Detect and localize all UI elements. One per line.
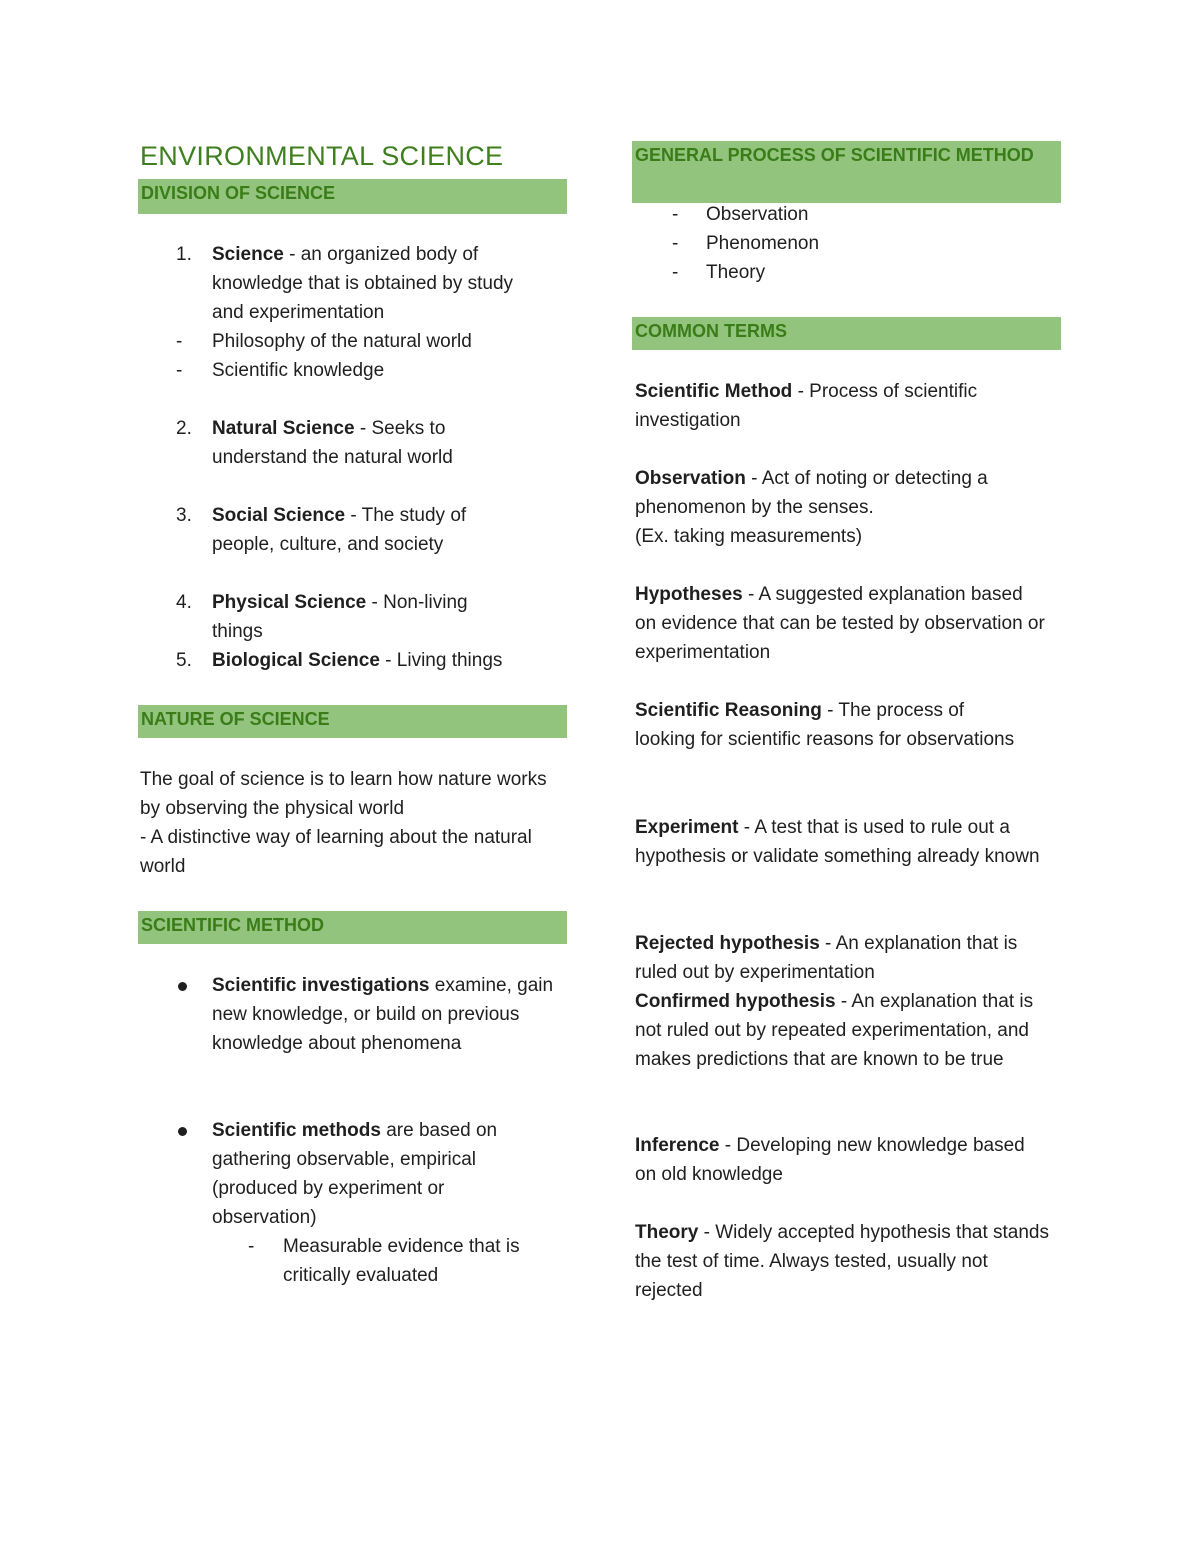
term: Hypotheses — [635, 584, 743, 605]
term: Scientific methods — [212, 1120, 381, 1141]
list-number: 5. — [176, 650, 192, 671]
term: Theory — [635, 1222, 699, 1243]
list-item: Scientific methods are based on gathering observable, empirical (produced by experiment or observation) — [212, 1120, 498, 1228]
list-number: 4. — [176, 592, 192, 613]
page-title: ENVIRONMENTAL SCIENCE — [140, 141, 504, 171]
dash-marker: - — [248, 1236, 255, 1257]
term: Physical Science — [212, 592, 367, 613]
dash-marker: - — [672, 204, 679, 225]
section-heading-terms: COMMON TERMS — [632, 317, 1061, 350]
list-number: 2. — [176, 418, 192, 439]
term: Inference — [635, 1135, 720, 1156]
list-item: Natural Science - Seeks to understand the natural world — [212, 418, 453, 468]
term-definition: Theory - Widely accepted hypothesis that stands the test of time. Always tested, usually not rejected — [635, 1222, 1049, 1301]
dash-marker: - — [672, 262, 679, 283]
term-definition: Rejected hypothesis - An explanation that is ruled out by experimentation — [635, 933, 1018, 983]
dash-marker: - — [176, 360, 183, 381]
bullet-icon — [178, 982, 187, 991]
term: Science — [212, 244, 284, 265]
list-item: Biological Science - Living things — [212, 650, 503, 671]
term-definition: Hypotheses - A suggested explanation based on evidence that can be tested by observation or experimentation — [635, 584, 1045, 663]
term-definition: Inference - Developing new knowledge based on old knowledge — [635, 1135, 1025, 1185]
nature-paragraph: - A distinctive way of learning about the natural world — [140, 827, 532, 877]
list-item: Philosophy of the natural world — [212, 331, 472, 352]
section-heading-method: SCIENTIFIC METHOD — [138, 911, 567, 944]
term: Scientific Reasoning — [635, 700, 822, 721]
list-number: 1. — [176, 244, 192, 265]
term-definition: Scientific Method - Process of scientific investigation — [635, 381, 978, 431]
example-text: (Ex. taking measurements) — [635, 526, 863, 547]
term: Biological Science — [212, 650, 380, 671]
term-definition: Scientific Reasoning - The process of looking for scientific reasons for observations — [635, 700, 1015, 750]
term: Confirmed hypothesis — [635, 991, 836, 1012]
list-item: Scientific investigations examine, gain new knowledge, or build on previous knowledge about phenomena — [212, 975, 554, 1054]
list-item: Measurable evidence that is critically evaluated — [283, 1236, 520, 1286]
bullet-icon — [178, 1127, 187, 1136]
term: Natural Science — [212, 418, 355, 439]
list-item: Theory — [706, 262, 766, 283]
list-item: Social Science - The study of people, culture, and society — [212, 505, 467, 555]
nature-paragraph: The goal of science is to learn how nature works by observing the physical world — [140, 769, 547, 819]
term: Scientific investigations — [212, 975, 430, 996]
term-definition: Confirmed hypothesis - An explanation that is not ruled out by repeated experimentation, and makes predictions that are known to be true — [635, 991, 1034, 1070]
term: Rejected hypothesis — [635, 933, 820, 954]
dash-marker: - — [672, 233, 679, 254]
list-item: Observation — [706, 204, 809, 225]
list-number: 3. — [176, 505, 192, 526]
term: Scientific Method — [635, 381, 793, 402]
term-definition: Experiment - A test that is used to rule out a hypothesis or validate something already known — [635, 817, 1040, 867]
list-item: Phenomenon — [706, 233, 820, 254]
section-heading-division: DIVISION OF SCIENCE — [138, 179, 567, 214]
list-item: Scientific knowledge — [212, 360, 385, 381]
list-item: Science - an organized body of knowledge that is obtained by study and experimentation — [212, 244, 514, 323]
section-heading-nature: NATURE OF SCIENCE — [138, 705, 567, 738]
term: Social Science — [212, 505, 346, 526]
term: Observation — [635, 468, 746, 489]
section-heading-process: GENERAL PROCESS OF SCIENTIFIC METHOD — [632, 141, 1061, 203]
term: Experiment — [635, 817, 739, 838]
term-definition: Observation - Act of noting or detecting a phenomenon by the senses. — [635, 468, 988, 518]
list-item: Physical Science - Non-living things — [212, 592, 468, 642]
dash-marker: - — [176, 331, 183, 352]
